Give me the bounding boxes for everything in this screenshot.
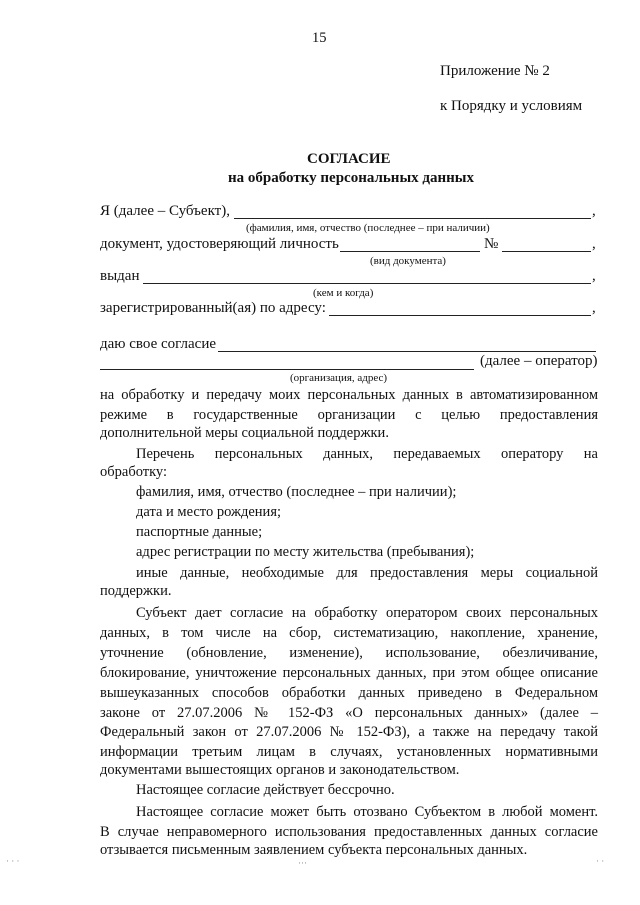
appendix-reference: к Порядку и условиям [440, 98, 583, 114]
issued-label: выдан [100, 268, 140, 284]
document-title: СОГЛАСИЕ [307, 151, 391, 167]
page-number: 15 [312, 30, 327, 46]
p6-line: отзывается письменным заявлением субъекта персональных данных. [100, 842, 528, 858]
doc-number-label: № [484, 236, 499, 252]
address-comma: , [592, 300, 596, 316]
doc-hint: (вид документа) [370, 255, 446, 267]
doc-number-field[interactable] [502, 251, 591, 252]
subject-comma: , [592, 203, 596, 219]
p4-line: информации третьим лицам в случаях, установленных нормативными [100, 744, 598, 760]
p3-line: поддержки. [100, 583, 172, 599]
operator-label: (далее – оператор) [480, 353, 598, 369]
issued-hint: (кем и когда) [313, 287, 374, 299]
p4-line: данных, в том числе на сбор, систематизацию, накопление, хранение, [100, 625, 598, 641]
p4-line: блокирование, уничтожение персональных данных, при этом общее описание [100, 665, 598, 681]
list-item: адрес регистрации по месту жительства (пребывания); [136, 544, 475, 560]
appendix-number: Приложение № 2 [440, 63, 550, 79]
doc-type-field[interactable] [340, 251, 480, 252]
p4-line: документами вышестоящих органов и законодательством. [100, 762, 460, 778]
address-label: зарегистрированный(ая) по адресу: [100, 300, 326, 316]
p4-line: Федеральный закон от 27.07.2006 № 152-ФЗ), а также на передачу такой [100, 724, 598, 740]
issued-field[interactable] [143, 283, 591, 284]
doc-label: документ, удостоверяющий личность [100, 236, 339, 252]
p4-line: Субъект дает согласие на обработку оператором своих персональных [136, 605, 598, 621]
subject-hint: (фамилия, имя, отчество (последнее – при наличии) [246, 222, 490, 234]
operator-field[interactable] [100, 369, 474, 370]
consent-field[interactable] [218, 351, 596, 352]
scan-speck: · · · [6, 856, 20, 866]
subject-label: Я (далее – Субъект), [100, 203, 230, 219]
operator-hint: (организация, адрес) [290, 372, 388, 384]
p1-line: дополнительной меры социальной поддержки. [100, 425, 389, 441]
p1-line: на обработку и передачу моих персональных данных в автоматизированном [100, 387, 598, 403]
p2-line: Перечень персональных данных, передаваемых оператору на [136, 446, 598, 462]
p6-line: Настоящее согласие может быть отозвано Субъектом в любой момент. [136, 804, 598, 820]
subject-name-field[interactable] [234, 218, 591, 219]
p4-line: уточнение (обновление, изменение), использование, обезличивание, [100, 645, 598, 661]
list-item: фамилия, имя, отчество (последнее – при наличии); [136, 484, 457, 500]
document-subtitle: на обработку персональных данных [228, 170, 474, 186]
p6-line: В случае неправомерного использования предоставленных данных согласие [100, 824, 598, 840]
p2-line: обработку: [100, 464, 168, 480]
p5-line: Настоящее согласие действует бессрочно. [136, 782, 395, 798]
p4-line: законе от 27.07.2006 № 152-ФЗ «О персональных данных» (далее – [100, 705, 598, 721]
p4-line: вышеуказанных способов обработки данных приведено в Федеральном [100, 685, 598, 701]
scan-speck: ··· [298, 858, 307, 868]
p1-line: режиме в государственные организации с целью предоставления [100, 407, 598, 423]
list-item: дата и место рождения; [136, 504, 282, 520]
list-item: паспортные данные; [136, 524, 263, 540]
consent-label: даю свое согласие [100, 336, 217, 352]
p3-line: иные данные, необходимые для предоставления меры социальной [136, 565, 598, 581]
issued-comma: , [592, 268, 596, 284]
address-field[interactable] [329, 315, 591, 316]
scan-speck: · · [596, 856, 605, 866]
doc-comma: , [592, 236, 596, 252]
